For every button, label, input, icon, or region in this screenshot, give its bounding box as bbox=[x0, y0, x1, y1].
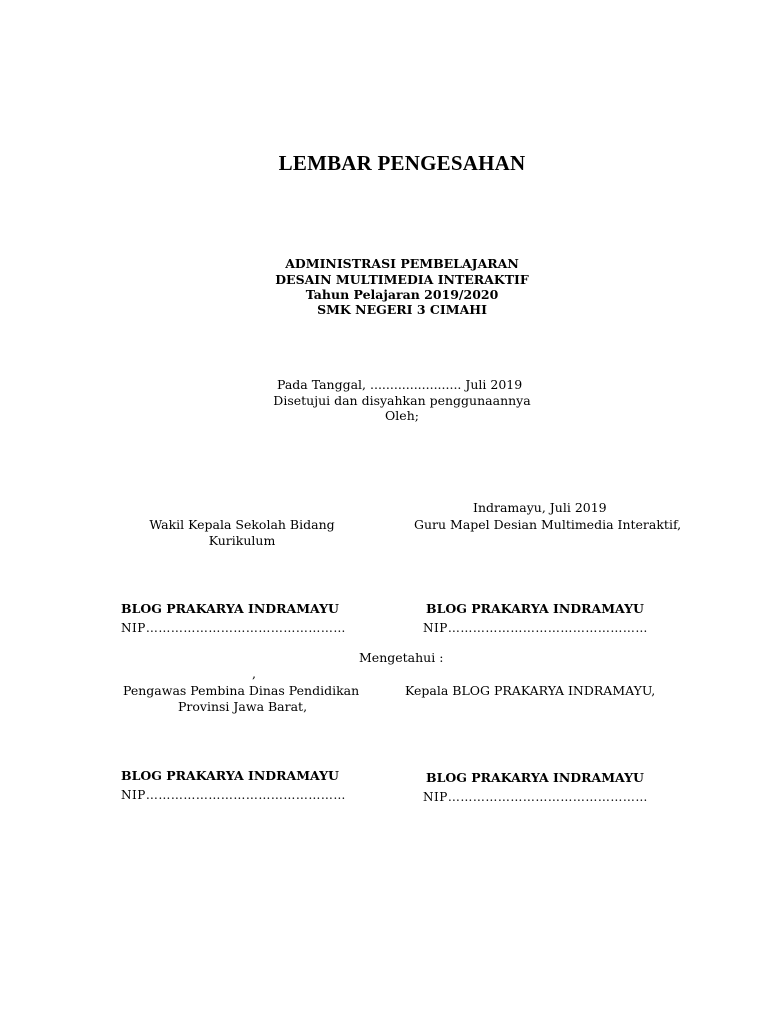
signer-bottom-left-role-line-1: Pengawas Pembina Dinas Pendidikan bbox=[123, 683, 360, 698]
signer-bottom-right-name: BLOG PRAKARYA INDRAMAYU bbox=[426, 770, 644, 785]
page-title: LEMBAR PENGESAHAN bbox=[278, 151, 526, 175]
subtitle-line-3: Tahun Pelajaran 2019/2020 bbox=[305, 287, 499, 302]
subtitle-line-4: SMK NEGERI 3 CIMAHI bbox=[317, 302, 487, 317]
signer-bottom-left-role-line-2: Provinsi Jawa Barat, bbox=[178, 699, 308, 714]
stray-comma: , bbox=[252, 666, 256, 681]
signer-bottom-left-name: BLOG PRAKARYA INDRAMAYU bbox=[121, 768, 339, 783]
subtitle-line-1: ADMINISTRASI PEMBELAJARAN bbox=[285, 256, 519, 271]
approval-date-line: Pada Tanggal, ....................... Juli 2019 bbox=[277, 377, 523, 392]
approval-statement: Disetujui dan disyahkan penggunaannya bbox=[273, 393, 531, 408]
signer-top-left-role-line-1: Wakil Kepala Sekolah Bidang bbox=[149, 517, 335, 532]
signer-top-left-nip: NIP………………………………………… bbox=[121, 621, 346, 635]
signer-top-right-name: BLOG PRAKARYA INDRAMAYU bbox=[426, 601, 644, 616]
signer-top-right-nip: NIP………………………………………… bbox=[423, 621, 648, 635]
subtitle-line-2: DESAIN MULTIMEDIA INTERAKTIF bbox=[275, 272, 529, 287]
signer-top-right-role: Guru Mapel Desian Multimedia Interaktif, bbox=[414, 517, 682, 532]
signer-bottom-right-nip: NIP………………………………………… bbox=[423, 790, 648, 804]
signer-bottom-left-nip: NIP………………………………………… bbox=[121, 788, 346, 802]
signer-bottom-right-role: Kepala BLOG PRAKARYA INDRAMAYU, bbox=[405, 683, 656, 698]
acknowledged-label: Mengetahui : bbox=[359, 650, 444, 665]
place-date: Indramayu, Juli 2019 bbox=[473, 500, 607, 515]
approval-by: Oleh; bbox=[385, 408, 419, 423]
signer-top-left-role-line-2: Kurikulum bbox=[208, 533, 276, 548]
signer-top-left-name: BLOG PRAKARYA INDRAMAYU bbox=[121, 601, 339, 616]
